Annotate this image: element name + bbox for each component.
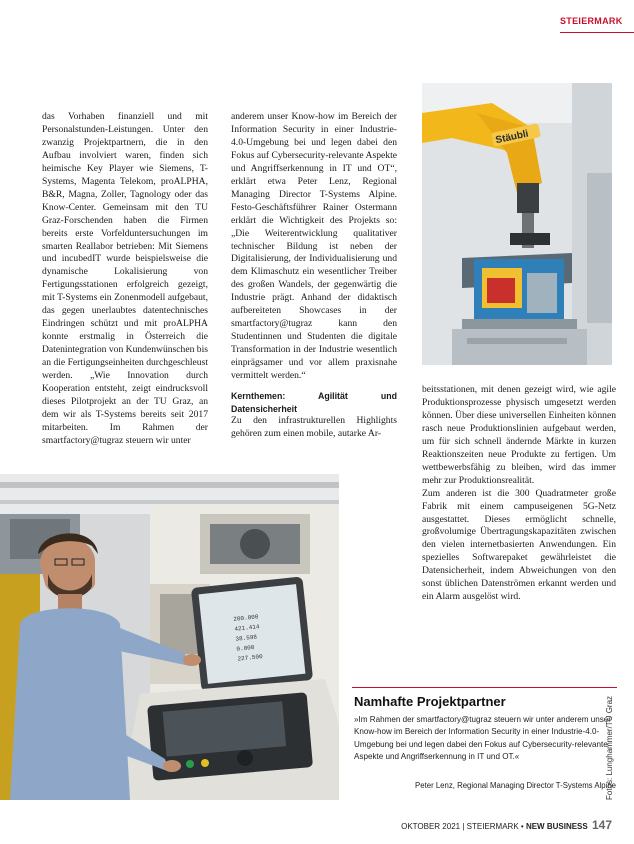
article-column-3: [422, 384, 616, 604]
robot-brand-label: Stäubli: [494, 128, 530, 147]
infobox-attribution: Peter Lenz, Regional Managing Director T-Systems Alpine: [415, 781, 616, 790]
screen-value-2: 421.414: [234, 623, 260, 633]
screen-value-5: 227.500: [237, 653, 263, 663]
article-column-1: [42, 111, 208, 448]
page-footer: [401, 818, 612, 832]
robot-arm-illustration: [422, 83, 612, 365]
screen-value-3: 38.598: [235, 633, 258, 643]
section-subheading: Kernthemen: Agilität und Datensicherheit: [231, 391, 397, 414]
infobox-title: Namhafte Projektpartner: [354, 694, 506, 709]
section-rule: [560, 32, 634, 33]
engineer-cnc-illustration: [0, 474, 339, 800]
column-2-paragraph-1: anderem unser Know-how im Bereich der Information Security in einer Industrie-4.0-Umgebung bei und legen dabei den Fokus auf Cybersecurity-relevante Aspekte und Angriffserkennung in IT und OT“, erklärt etwa Peter Lenz, Regional Managing Director T-Systems Alpine. Festo-Geschäftsführer Rainer Ostermann erklärt die Wichtigkeit des Projekts so: „Die Weiterentwicklung qualitativer technischer Bildung ist neben der Digitalisierung, der Individualisierung und dem Klimaschutz ein wesentlicher Treiber des großen Wandels, der gegenwärtig die Industrie prägt. Anhand der didaktisch aufbereiteten Showcases in der smartfactory@tugraz kann den Studentinnen und Studenten die digitale Transformation in der Industrie wesentlich einprägsamer und vor allem praxisnahe vermittelt werden.“: [231, 111, 397, 382]
engineer-cnc-photo: [0, 474, 339, 800]
screen-value-4: 0.000: [236, 643, 255, 653]
footer-region: STEIERMARK: [466, 822, 519, 831]
robot-arm-photo: [422, 83, 612, 365]
footer-magazine: NEW BUSINESS: [525, 822, 588, 831]
footer-separator: |: [462, 822, 465, 831]
infobox-quote: »Im Rahmen der smartfactory@tugraz steuern wir unter anderem unser Know-how im Bereich der Information Security in einer Industrie-4.0-Umgebung bei und legen dabei den Fokus auf Cybersecurity-relevante Aspekte und Angriffserkennung in IT und OT.«: [354, 715, 611, 762]
page-number: 147: [591, 818, 612, 832]
column-3-paragraph-2: Zum anderen ist die 300 Quadratmeter große Fabrik mit einem campuseigenen 5G-Netz ausgestattet. Dieses ermöglicht schnelle, großvolumige Übertragungskapazitäten zwischen den vielen internetbasierten Anwendungen. Ein spezielles Softwarepaket gewährleistet die Datensicherheit, indem Abweichungen von den sonst üblichen Datenströmen erkannt werden und ein Alarm ausgelöst wird.: [422, 487, 616, 603]
article-column-2: [231, 111, 397, 441]
photo-credit-text: Fotos: Lunghammer/TU Graz: [605, 695, 614, 800]
column-1-paragraph: das Vorhaben finanziell und mit Personalstunden-Leistungen. Unter den zwanzig Projektpartnern, die in den Aufbau involviert waren, finden sich heimische Key Player wie Siemens, T-Systems, Magenta Telekom, proALPHA, B&R, Magna, Zoller, Tagnology oder das Know-Center. Gemeinsam mit den TU Graz-Forschenden haben die Firmen bereits erste Vorfelduntersuchungen im smarten Reallabor betrieben: Mit Siemens und incubedIT wurde beispielsweise die dynamische Lokalisierung von Fertigungsstationen erfolgreich gezeigt, mit T-Systems ein Zonenmodell aufgebaut, das gegen unerlaubtes datentechnisches Eindringen schützt und mit proALPHA konnte erstmalig in Österreich die Datenintegration von Kundenwünschen bis an die Fertigungseinheiten durchgeschleust werden. „Wie Innovation durch Kooperation entsteht, zeigt eindrucksvoll dieses Pilotprojekt an der TU Graz, an dem wir als T-Systems bereits seit 2017 mitarbeiten. Im Rahmen der smartfactory@tugraz steuern wir unter: [42, 111, 208, 446]
screen-value-1: 200.000: [233, 613, 259, 623]
footer-issue: OKTOBER 2021: [401, 822, 461, 831]
column-3-paragraph-1: beitsstationen, mit denen gezeigt wird, wie agile Produktionsprozesse physisch umgesetzt werden können. Über diese universellen Einheiten können rasch neue Produktionslinien aufgebaut werden, um für sich schnell ändernde Märkte in kurzen Reaktionszeiten neue Produkte zu fertigen. Um wettbewerbsfähig zu bleiben, wird das immer mehr zur Produktionsrealität.: [422, 384, 616, 486]
photo-credit: [604, 690, 616, 800]
infobox-rule: [352, 687, 617, 688]
section-label: STEIERMARK: [560, 16, 623, 26]
footer-bullet: •: [520, 822, 524, 831]
column-2-paragraph-2: Zu den infrastrukturellen Highlights gehören zum einen mobile, autarke Ar-: [231, 415, 397, 439]
